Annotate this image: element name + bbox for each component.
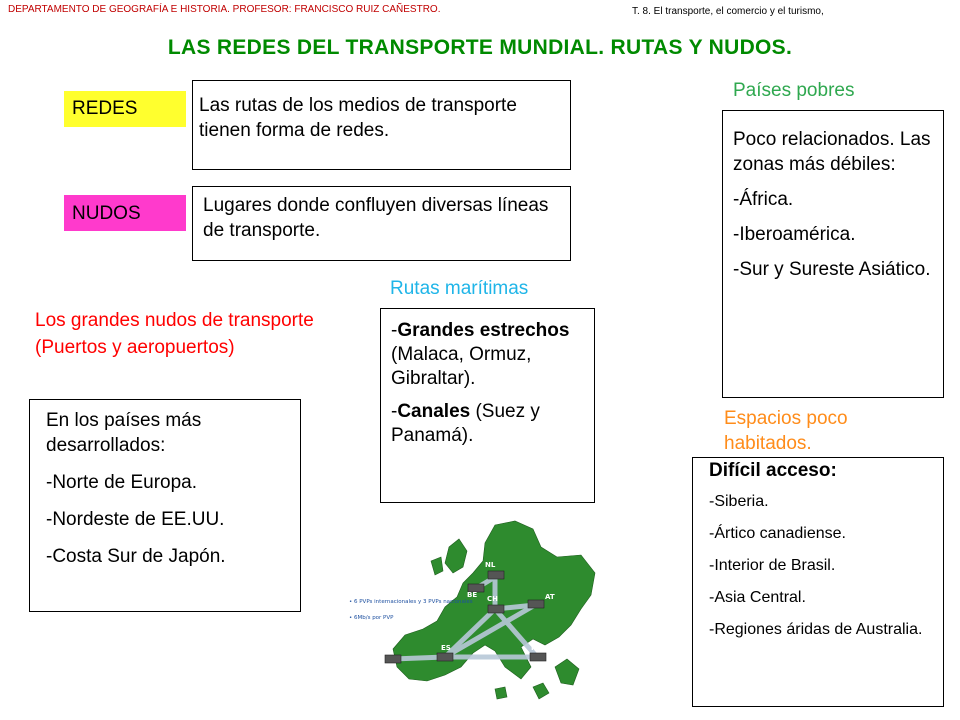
code-label: IT [531, 644, 539, 652]
list-item: -Canales (Suez y Panamá). [391, 401, 540, 446]
espacios-box [692, 457, 944, 707]
rutas-maritimas-box [380, 308, 595, 503]
espacios-label: Espacios poco habitados. [724, 408, 848, 454]
rutas-item-bold: Canales [397, 401, 471, 422]
code-label: ES [441, 644, 451, 652]
list-item: -Regiones áridas de Australia. [709, 621, 923, 638]
nudos-tag: NUDOS [64, 195, 186, 231]
redes-tag: REDES [64, 91, 186, 127]
paises-pobres-label: Países pobres [733, 80, 855, 101]
list-item: -Nordeste de EE.UU. [46, 509, 225, 530]
page-title: LAS REDES DEL TRANSPORTE MUNDIAL. RUTAS Y NUDOS. [167, 36, 793, 59]
rutas-item-bold: Grandes estrechos [397, 320, 570, 341]
europe-network-map [345, 517, 625, 717]
espacios-head: Difícil acceso: [709, 460, 837, 481]
grandes-nudos-intro: En los países más desarrollados: [46, 410, 202, 456]
list-item: -África. [733, 189, 794, 210]
code-label: BE [467, 591, 478, 599]
nudos-box: Lugares donde confluyen diversas líneas de transporte. [192, 186, 571, 261]
list-item: -Sur y Sureste Asiático. [733, 259, 931, 280]
list-item: -Interior de Brasil. [709, 557, 836, 574]
code-label: NL [485, 561, 496, 569]
header-topic: T. 8. El transporte, el comercio y el turismo, [632, 6, 824, 17]
list-item: -Iberoamérica. [733, 224, 856, 245]
grandes-nudos-label: Los grandes nudos de transporte (Puertos y aeropuertos) [35, 310, 314, 358]
code-label: CH [487, 595, 498, 603]
header-department: DEPARTAMENTO DE GEOGRAFÍA E HISTORIA. PROFESOR: FRANCISCO RUIZ CAÑESTRO. [8, 4, 441, 15]
code-label: PT [381, 645, 391, 653]
grandes-nudos-box [29, 399, 301, 612]
list-item: -Costa Sur de Japón. [46, 546, 226, 567]
list-item: -Siberia. [709, 493, 769, 510]
list-item: -Grandes estrechos (Malaca, Ormuz, Gibraltar). [391, 320, 570, 389]
list-item: -Asia Central. [709, 589, 806, 606]
redes-box: Las rutas de los medios de transporte tienen forma de redes. [192, 80, 571, 170]
rutas-maritimas-label: Rutas marítimas [390, 278, 529, 299]
map-legend-line: • 6Mb/s por PVP [349, 615, 394, 621]
map-legend-line: • 6 PVPs internacionales y 3 PVPs nacionales [349, 599, 473, 605]
list-item: -Norte de Europa. [46, 472, 198, 493]
list-item: -Ártico canadiense. [709, 525, 846, 542]
code-label: AT [545, 593, 555, 601]
paises-pobres-intro: Poco relacionados. Las zonas más débiles: [733, 129, 931, 175]
paises-pobres-box [722, 110, 944, 398]
